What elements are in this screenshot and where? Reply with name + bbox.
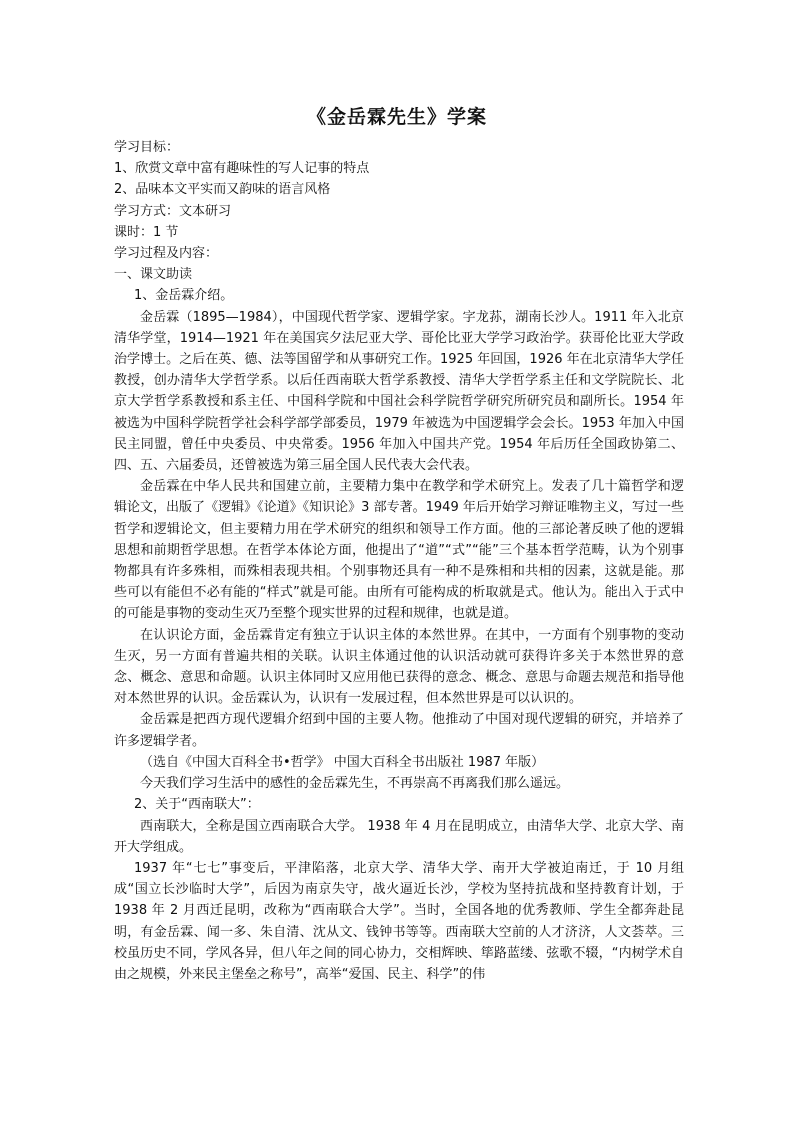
objective-item: 2、品味本文平实而又韵味的语言风格 bbox=[114, 182, 331, 198]
paragraph: 金岳霖（1895—1984），中国现代哲学家、逻辑学家。字龙荪，湖南长沙人。1911 年入北京清华学堂，1914—1921 年在美国宾夕法尼亚大学、哥伦比亚大学学习政治学。获哥伦比亚大学政治学博士。之后在英、德、法等国留学和从事研究工作。1925 年回国，1926 年在北京清华大学任教授，创办清华大学哲学系。以后任西南联大哲学系教授、清华大学哲学系主任和文学院院长、北京大学哲学系教授和系主任、中国科学院和中国社会科学院哲学研究所研究员和副所长。1954 年被选为中国科学院哲学社会科学部学部委员，1979 年被选为中国逻辑学会会长。1953 年加入中国民主同盟，曾任中央委员、中央常委。1956 年加入中国共产党。1954 年后历任全国政协第二、四、五、六届委员，还曾被选为第三届全国人民代表大会代表。 bbox=[114, 309, 684, 474]
paragraph: 1937 年“七七”事变后，平津陷落，北京大学、清华大学、南开大学被迫南迁，于 10 月组成“国立长沙临时大学”，后因为南京失守，战火逼近长沙，学校为坚持抗战和坚持教育计划，于 1938 年 2 月西迁昆明，改称为“西南联合大学”。当时，全国各地的优秀教师、学生全都奔赴昆明，有金岳霖、闻一多、朱自清、沈从文、钱钟书等等。西南联大空前的人才济济，人文荟萃。三校虽历史不同，学风各异，但八年之间的同心协力，交相辉映、筚路蓝缕、弦歌不辍，“内树学术自由之规模，外来民主堡垒之称号”，高举“爱国、民主、科学”的伟 bbox=[114, 860, 684, 982]
subsection-heading: 1、金岳霖介绍。 bbox=[134, 288, 234, 304]
process-heading: 学习过程及内容： bbox=[114, 246, 219, 262]
paragraph: 今天我们学习生活中的感性的金岳霖先生，不再崇高不再离我们那么遥远。 bbox=[140, 776, 570, 792]
paragraph: 金岳霖在中华人民共和国建立前，主要精力集中在教学和学术研究上。发表了几十篇哲学和逻辑论文，出版了《逻辑》《论道》《知识论》3 部专著。1949 年后开始学习辩证唯物主义，写过一些哲学和逻辑论文，但主要精力用在学术研究的组织和领导工作方面。他的三部论著反映了他的逻辑思想和前期哲学思想。在哲学本体论方面，他提出了“道”“式”“能”三个基本哲学范畴，认为个别事物都具有许多殊相，而殊相表现共相。个别事物还具有一种不是殊相和共相的因素，这就是能。那些可以有能但不必有能的“样式”就是可能。由所有可能构成的析取就是式。他认为。能出入于式中的可能是事物的变动生灭乃至整个现实世界的过程和规律，也就是道。 bbox=[114, 479, 684, 622]
study-method: 学习方式：文本研习 bbox=[114, 203, 232, 219]
source-citation: （选自《中国大百科全书•哲学》 中国大百科全书出版社 1987 年版） bbox=[140, 754, 545, 770]
objective-item: 1、欣赏文章中富有趣味性的写人记事的特点 bbox=[114, 161, 370, 177]
objectives-heading: 学习目标： bbox=[114, 140, 180, 155]
paragraph: 金岳霖是把西方现代逻辑介绍到中国的主要人物。他推动了中国对现代逻辑的研究，并培养了许多逻辑学者。 bbox=[114, 712, 684, 749]
class-hours: 课时：1 节 bbox=[114, 224, 179, 240]
section-heading: 一、课文助读 bbox=[114, 267, 193, 283]
document-title: 《金岳霖先生》学案 bbox=[306, 106, 487, 128]
subsection-heading: 2、关于“西南联大”： bbox=[134, 797, 260, 813]
document-body bbox=[114, 137, 684, 985]
paragraph: 西南联大，全称是国立西南联合大学。 1938 年 4 月在昆明成立，由清华大学、北京大学、南开大学组成。 bbox=[114, 818, 684, 855]
paragraph: 在认识论方面，金岳霖肯定有独立于认识主体的本然世界。在其中，一方面有个别事物的变动生灭，另一方面有普遍共相的关联。认识主体通过他的认识活动就可获得许多关于本然世界的意念、概念、意思和命题。认识主体同时又应用他已获得的意念、概念、意思与命题去规范和指导他对本然世界的认识。金岳霖认为，认识有一发展过程，但本然世界是可以认识的。 bbox=[114, 627, 684, 707]
